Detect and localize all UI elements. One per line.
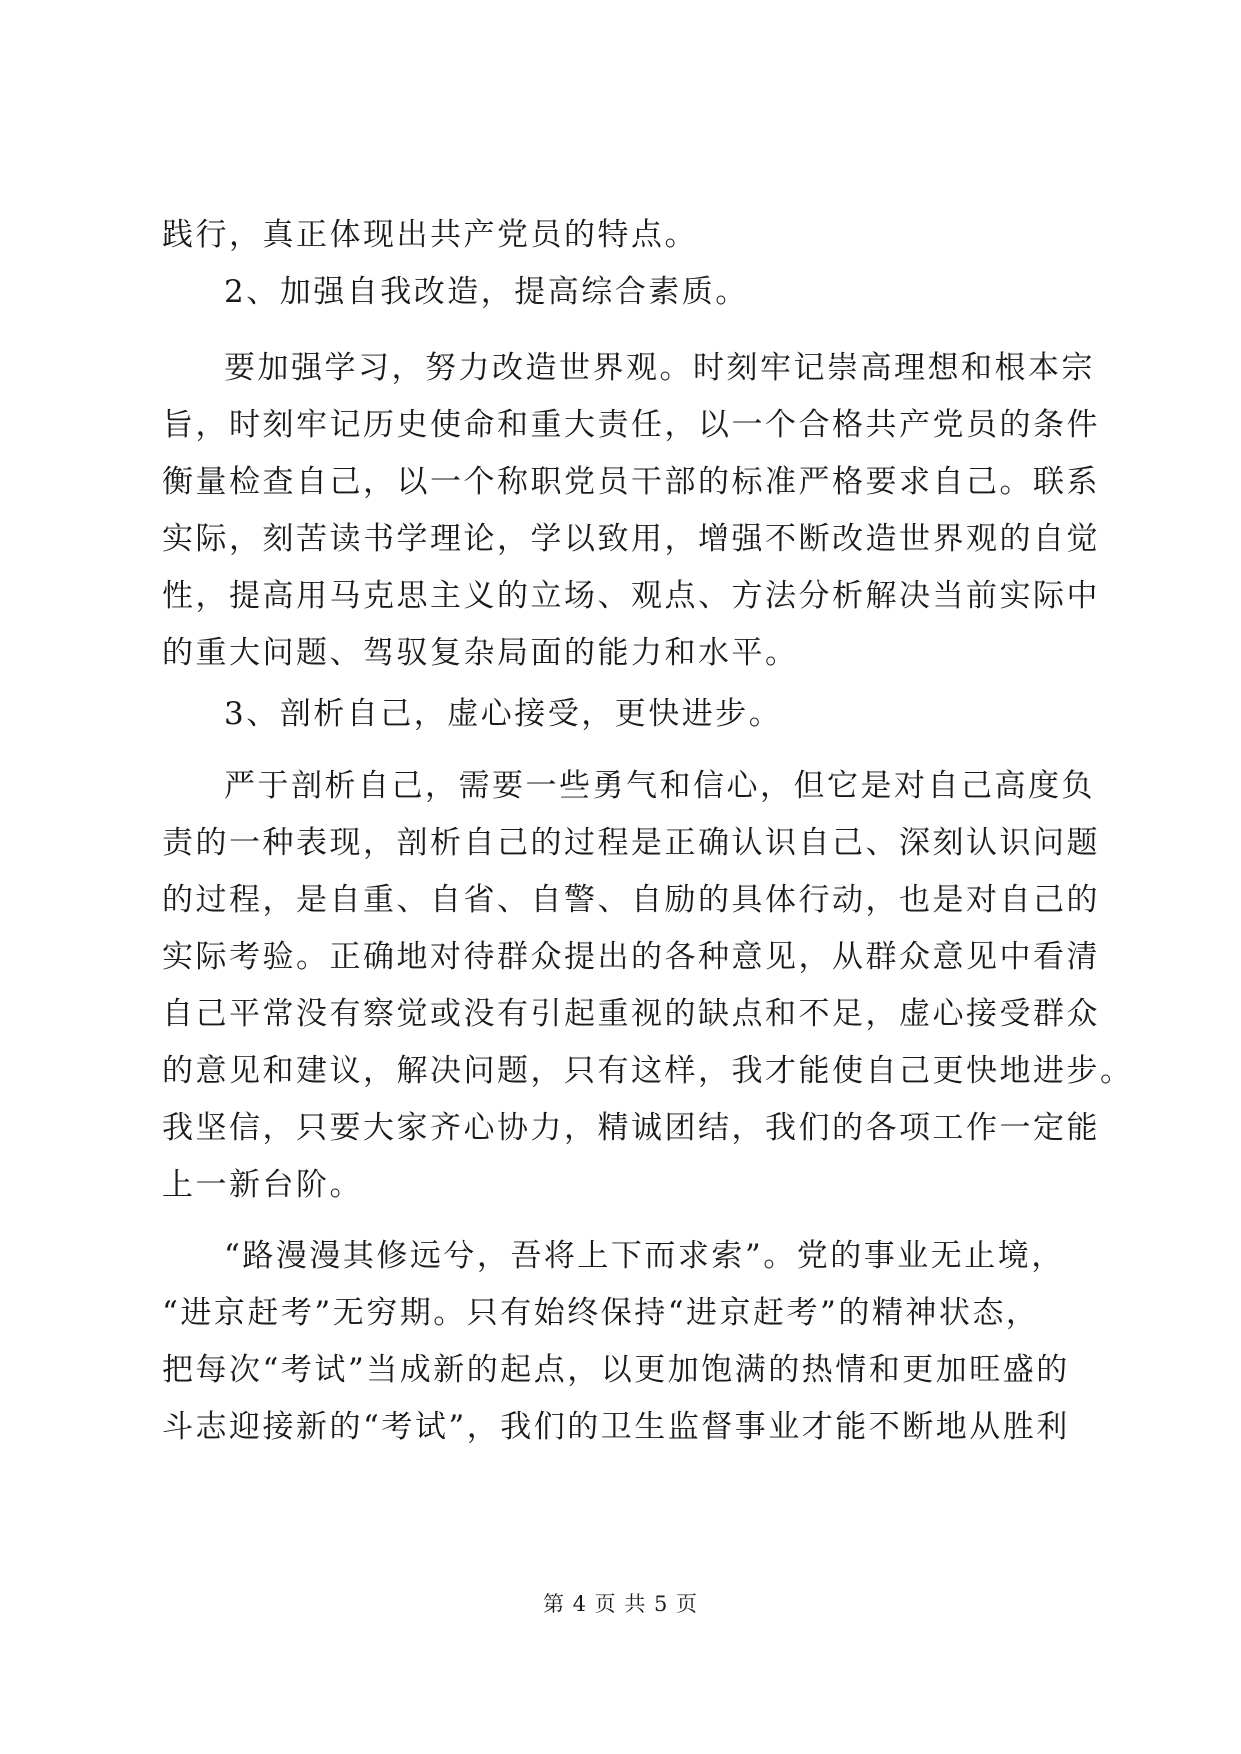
text-line: 的意见和建议，解决问题，只有这样，我才能使自己更快地进步。 xyxy=(162,1053,1134,1089)
text-line: 我坚信，只要大家齐心协力，精诚团结，我们的各项工作一定能 xyxy=(162,1110,1100,1146)
text-line: 的重大问题、驾驭复杂局面的能力和水平。 xyxy=(162,635,799,671)
text-line: 的过程，是自重、自省、自警、自励的具体行动，也是对自己的 xyxy=(162,882,1100,918)
text-line: 自己平常没有察觉或没有引起重视的缺点和不足，虚心接受群众 xyxy=(162,996,1100,1032)
paragraph-first-line: 要加强学习，努力改造世界观。时刻牢记崇高理想和根本宗 xyxy=(224,350,1095,386)
page-number-label: 第 4 页 共 5 页 xyxy=(542,1592,699,1616)
text-line: 把每次“考试”当成新的起点，以更加饱满的热情和更加旺盛的 xyxy=(162,1352,1070,1388)
text-line: 上一新台阶。 xyxy=(162,1167,363,1203)
text-line: “进京赶考”无穷期。只有始终保持“进京赶考”的精神状态， xyxy=(162,1295,1040,1331)
text-line: 斗志迎接新的“考试”，我们的卫生监督事业才能不断地从胜利 xyxy=(162,1409,1070,1445)
text-line: 性，提高用马克思主义的立场、观点、方法分析解决当前实际中 xyxy=(162,578,1100,614)
text-line: 实际，刻苦读书学理论，学以致用，增强不断改造世界观的自觉 xyxy=(162,521,1100,557)
list-heading-3: 3、剖析自己，虚心接受，更快进步。 xyxy=(224,696,783,732)
text-line: 践行，真正体现出共产党员的特点。 xyxy=(162,217,698,253)
page-footer xyxy=(0,1589,1241,1619)
text-line: 衡量检查自己，以一个称职党员干部的标准严格要求自己。联系 xyxy=(162,464,1100,500)
text-line: 实际考验。正确地对待群众提出的各种意见，从群众意见中看清 xyxy=(162,939,1100,975)
text-line: 旨，时刻牢记历史使命和重大责任，以一个合格共产党员的条件 xyxy=(162,407,1100,443)
text-line: 责的一种表现，剖析自己的过程是正确认识自己、深刻认识问题 xyxy=(162,825,1100,861)
paragraph-first-line: “路漫漫其修远兮，吾将上下而求索”。党的事业无止境， xyxy=(224,1238,1065,1274)
list-heading-2: 2、加强自我改造，提高综合素质。 xyxy=(224,274,749,310)
paragraph-first-line: 严于剖析自己，需要一些勇气和信心，但它是对自己高度负 xyxy=(224,768,1095,804)
